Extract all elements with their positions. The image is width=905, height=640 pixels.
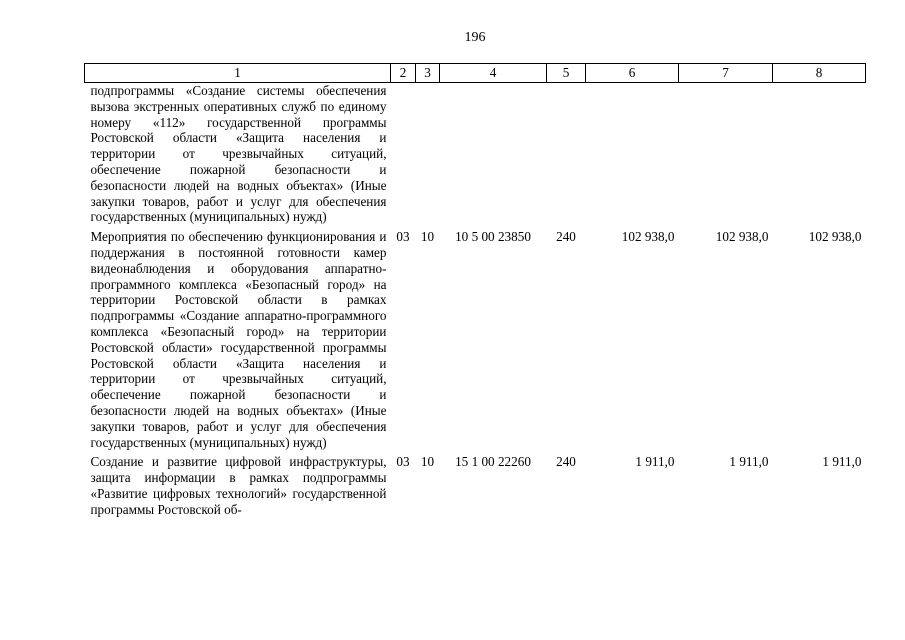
table-row <box>85 225 866 450</box>
row-target-article: 15 1 00 22260 <box>455 454 531 470</box>
row-section-code: 03 <box>396 454 410 470</box>
row-target-article: 10 5 00 23850 <box>455 229 531 245</box>
column-header-6: 6 <box>586 64 679 83</box>
column-header-3: 3 <box>416 64 440 83</box>
row-subsection-code: 10 <box>420 229 435 245</box>
row-expense-type: 240 <box>556 454 576 470</box>
row-expense-type: 240 <box>556 229 576 245</box>
table-header <box>85 64 866 83</box>
row-amount-col6: 102 938,0 <box>621 229 675 245</box>
row-description: Создание и развитие цифровой инфраструктуры, защита информации в рамках подпрограммы «Развитие цифровых технологий» государственной программы Ростовской об- <box>90 454 387 517</box>
row-amount-col7: 1 911,0 <box>729 454 769 470</box>
row-section-code: 03 <box>396 229 410 245</box>
row-amount-col6 <box>586 83 679 226</box>
row-amount-col6: 1 911,0 <box>635 454 675 470</box>
column-header-1: 1 <box>85 64 391 83</box>
budget-table <box>84 63 866 518</box>
row-amount-col7 <box>679 83 773 226</box>
column-header-8: 8 <box>773 64 866 83</box>
column-header-7: 7 <box>679 64 773 83</box>
table-row <box>85 83 866 226</box>
column-header-4: 4 <box>440 64 547 83</box>
row-amount-col8: 102 938,0 <box>808 229 862 245</box>
table-body <box>85 83 866 518</box>
row-description: Мероприятия по обеспечению функционирования и поддержания в постоянной готовности камер видеонаблюдения и оборудования аппаратно-программного комплекса «Безопасный город» на территории Ростовской области в рамках подпрограммы «Создание аппаратно-программного комплекса «Безопасный город» на территории Ростовской области» государственной программы Ростовской области «Защита населения и территории от чрезвычайных ситуаций, обеспечение пожарной безопасности и безопасности людей на водных объектах» (Иные закупки товаров, работ и услуг для обеспечения государственных (муниципальных) нужд) <box>90 229 387 450</box>
row-target-article <box>440 83 547 226</box>
page-number: 196 <box>464 30 486 45</box>
row-amount-col8: 1 911,0 <box>822 454 862 470</box>
table-row <box>85 450 866 517</box>
column-header-2: 2 <box>391 64 416 83</box>
row-expense-type <box>547 83 586 226</box>
row-description: подпрограммы «Создание системы обеспечения вызова экстренных оперативных служб по единому номеру «112» государственной программы Ростовской области «Защита населения и территории от чрезвычайных ситуаций, обеспечение пожарной безопасности и безопасности людей на водных объектах» (Иные закупки товаров, работ и услуг для обеспечения государственных (муниципальных) нужд) <box>90 83 387 225</box>
row-section-code <box>391 83 416 226</box>
row-amount-col7: 102 938,0 <box>715 229 769 245</box>
row-amount-col8 <box>773 83 866 226</box>
row-subsection-code: 10 <box>420 454 435 470</box>
header-row <box>85 64 866 83</box>
column-header-5: 5 <box>547 64 586 83</box>
row-subsection-code <box>416 83 440 226</box>
